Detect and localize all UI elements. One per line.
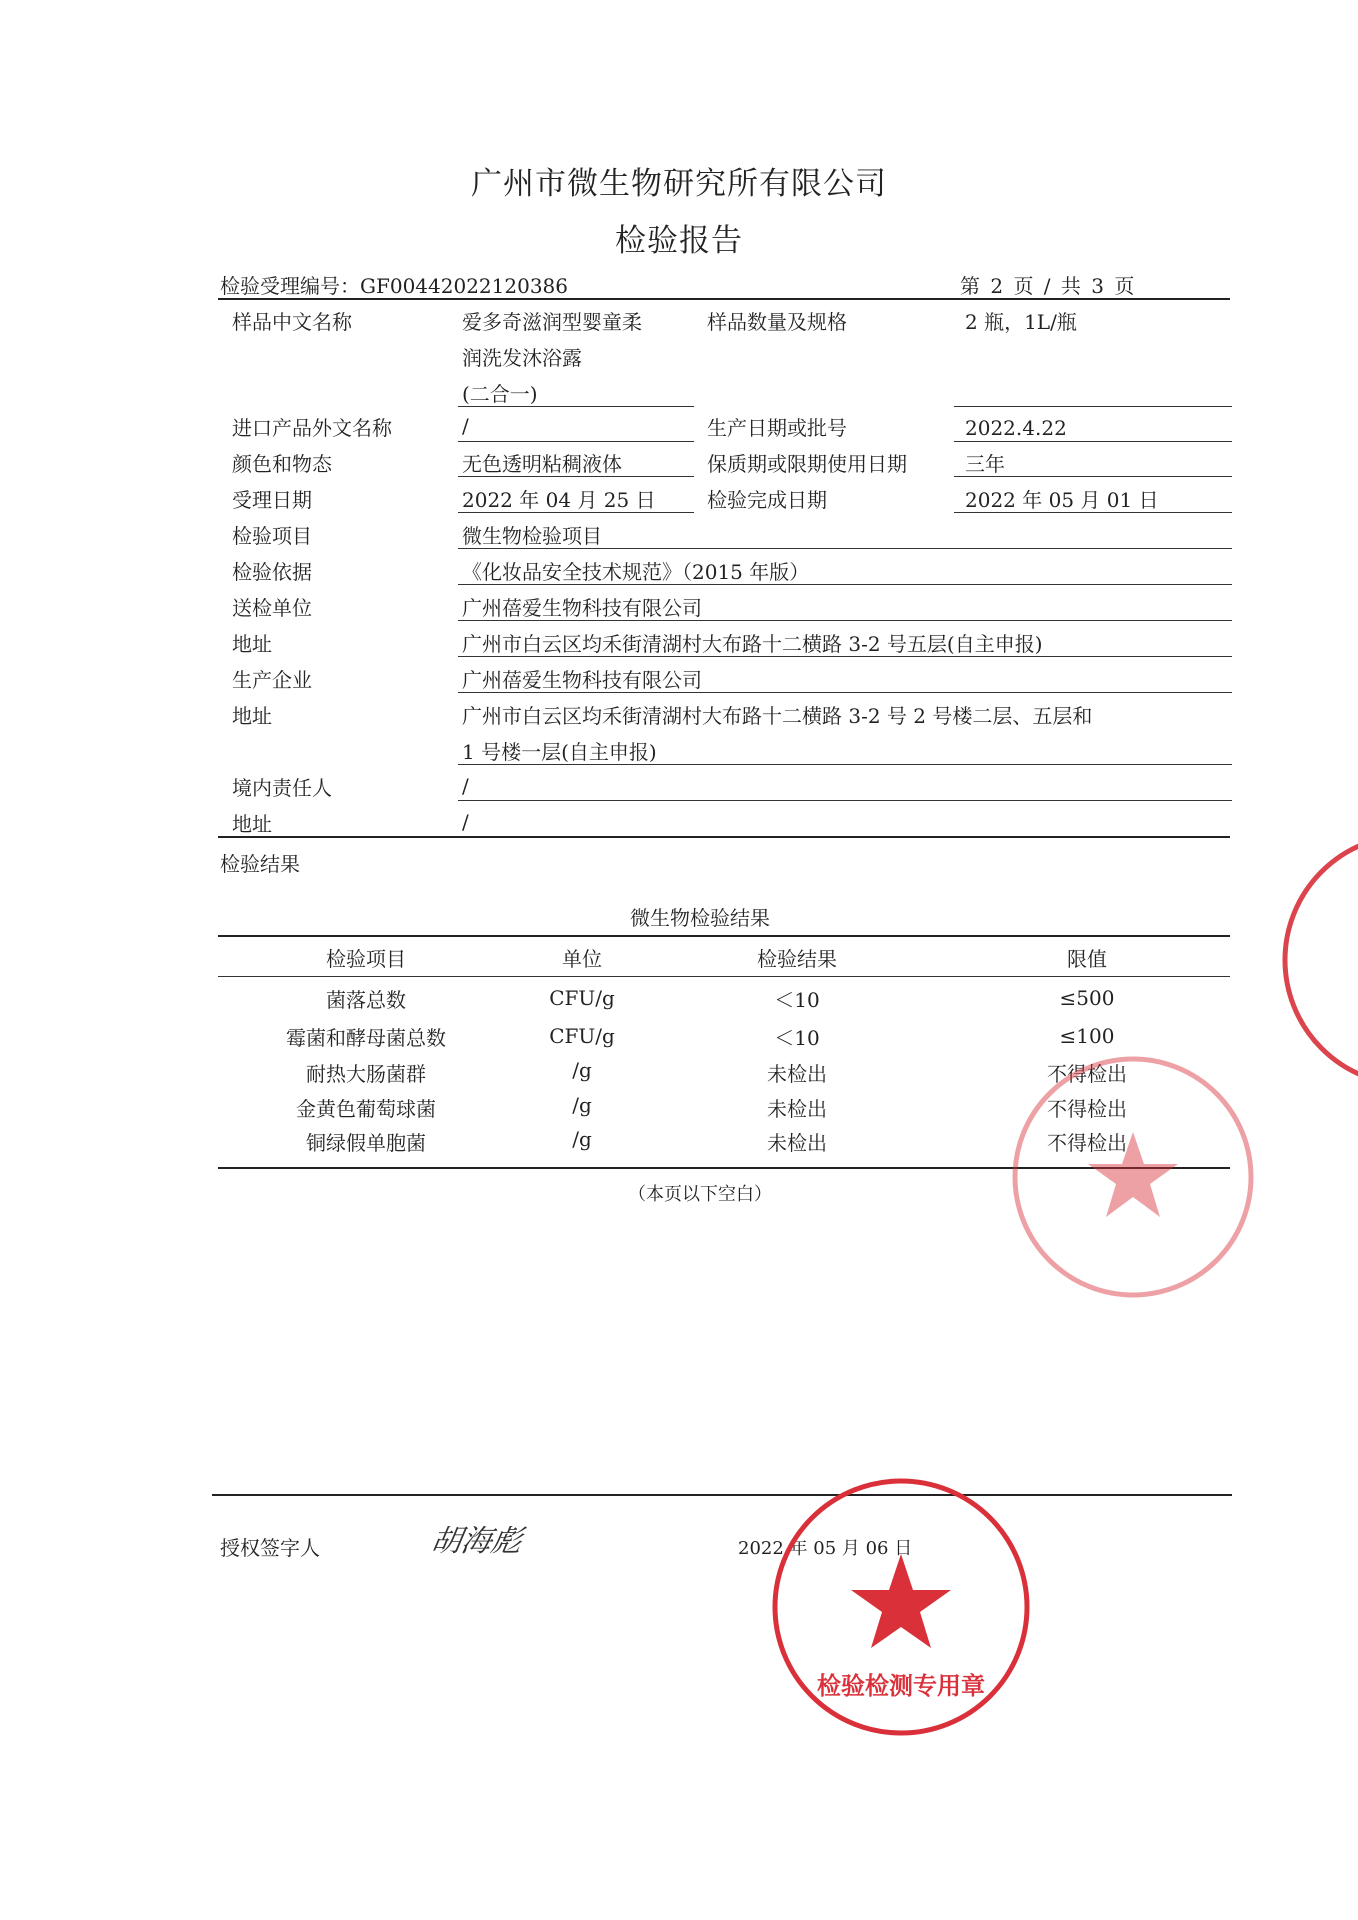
- row-item: 菌落总数: [326, 988, 406, 1012]
- prod-date-label: 生产日期或批号: [707, 416, 847, 440]
- row-item: 金黄色葡萄球菌: [296, 1097, 436, 1121]
- row-unit: /g: [572, 1093, 592, 1117]
- address2-label: 地址: [232, 704, 272, 728]
- underline: [458, 692, 1232, 693]
- row-result: ＜10: [774, 988, 820, 1012]
- underline: [458, 512, 694, 513]
- col-header-result: 检验结果: [757, 947, 837, 971]
- sample-cn-name-label: 样品中文名称: [232, 310, 352, 334]
- main-stamp: [770, 1476, 1032, 1738]
- underline: [458, 656, 1232, 657]
- import-name: /: [462, 414, 469, 438]
- col-header-limit: 限值: [1067, 947, 1107, 971]
- table-row: [0, 984, 1358, 1022]
- row-result: 未检出: [767, 1097, 827, 1121]
- report-title: 检验报告: [615, 223, 743, 259]
- accept-date: 2022 年 04 月 25 日: [462, 488, 656, 512]
- accept-no: GF00442022120386: [360, 274, 568, 298]
- row-limit: 不得检出: [1047, 1131, 1127, 1155]
- producer-label: 生产企业: [232, 668, 312, 692]
- row-unit: CFU/g: [549, 1024, 615, 1048]
- underline: [954, 406, 1232, 407]
- table-header-rule: [218, 976, 1230, 977]
- basis: 《化妆品安全技术规范》（2015 年版）: [462, 560, 810, 584]
- results-section-label: 检验结果: [220, 852, 300, 876]
- import-name-label: 进口产品外文名称: [232, 416, 392, 440]
- underline: [458, 584, 1232, 585]
- address3: /: [462, 810, 469, 834]
- col-header-unit: 单位: [562, 947, 602, 971]
- row-limit: 不得检出: [1047, 1097, 1127, 1121]
- address3-label: 地址: [232, 812, 272, 836]
- row-item: 霉菌和酵母菌总数: [286, 1026, 446, 1050]
- underline: [954, 476, 1232, 477]
- blank-note: （本页以下空白）: [628, 1184, 772, 1205]
- accept-no-label: 检验受理编号：: [220, 274, 360, 298]
- signer-label: 授权签字人: [220, 1536, 320, 1560]
- address2-line1: 广州市白云区均禾街清湖村大布路十二横路 3-2 号 2 号楼二层、五层和: [462, 704, 1093, 728]
- main-stamp-sub: 检验检测专用章: [817, 1672, 985, 1700]
- underline: [458, 800, 1232, 801]
- address2-line2: 1 号楼一层(自主申报): [462, 740, 657, 764]
- page-info: 第 2 页 / 共 3 页: [960, 274, 1137, 298]
- row-item: 耐热大肠菌群: [306, 1062, 426, 1086]
- underline: [458, 406, 694, 407]
- underline: [458, 441, 694, 442]
- results-table-title: 微生物检验结果: [630, 906, 770, 930]
- underline: [458, 548, 1232, 549]
- address1-label: 地址: [232, 632, 272, 656]
- accept-no-row: [220, 270, 568, 299]
- sender: 广州蓓爱生物科技有限公司: [462, 596, 702, 620]
- sample-cn-name-line1: 爱多奇滋润型婴童柔: [462, 310, 642, 334]
- finish-date-label: 检验完成日期: [707, 488, 827, 512]
- accept-date-label: 受理日期: [232, 488, 312, 512]
- sample-cn-name-line2: 润洗发沐浴露: [462, 346, 582, 370]
- row-limit: ≤100: [1059, 1024, 1115, 1048]
- sender-label: 送检单位: [232, 596, 312, 620]
- underline: [458, 620, 1232, 621]
- sample-qty: 2 瓶，1L/瓶: [965, 310, 1077, 334]
- row-unit: /g: [572, 1058, 592, 1082]
- footer-rule: [212, 1494, 1232, 1496]
- sample-cn-name-line3: (二合一): [462, 382, 538, 406]
- shelf: 三年: [965, 452, 1005, 476]
- info-bottom-rule: [218, 836, 1230, 838]
- table-top-rule: [218, 935, 1230, 937]
- domestic-label: 境内责任人: [232, 776, 332, 800]
- prod-date: 2022.4.22: [965, 416, 1067, 440]
- header-rule: [218, 298, 1230, 300]
- row-limit: ≤500: [1059, 986, 1115, 1010]
- underline: [954, 512, 1232, 513]
- underline: [458, 476, 694, 477]
- company-name: 广州市微生物研究所有限公司: [471, 166, 887, 202]
- client-stamp-icon: [1008, 1052, 1258, 1302]
- main-stamp-icon: [770, 1476, 1032, 1738]
- finish-date: 2022 年 05 月 01 日: [965, 488, 1159, 512]
- client-stamp: [1008, 1052, 1258, 1302]
- color: 无色透明粘稠液体: [462, 452, 622, 476]
- col-header-item: 检验项目: [326, 947, 406, 971]
- shelf-label: 保质期或限期使用日期: [707, 452, 907, 476]
- row-limit: 不得检出: [1047, 1062, 1127, 1086]
- row-result: ＜10: [774, 1026, 820, 1050]
- domestic: /: [462, 774, 469, 798]
- address1: 广州市白云区均禾街清湖村大布路十二横路 3-2 号五层(自主申报): [462, 632, 1043, 656]
- color-label: 颜色和物态: [232, 452, 332, 476]
- row-result: 未检出: [767, 1131, 827, 1155]
- edge-stamp-icon: [1270, 820, 1358, 1100]
- items: 微生物检验项目: [462, 524, 602, 548]
- underline: [954, 441, 1232, 442]
- sign-date: 2022 年 05 月 06 日: [738, 1538, 913, 1559]
- producer: 广州蓓爱生物科技有限公司: [462, 668, 702, 692]
- basis-label: 检验依据: [232, 560, 312, 584]
- row-unit: /g: [572, 1127, 592, 1151]
- row-result: 未检出: [767, 1062, 827, 1086]
- row-item: 铜绿假单胞菌: [306, 1131, 426, 1155]
- edge-stamp: [1270, 820, 1358, 1100]
- signature: 胡海彪: [428, 1524, 525, 1559]
- underline: [458, 764, 1232, 765]
- items-label: 检验项目: [232, 524, 312, 548]
- sample-qty-label: 样品数量及规格: [707, 310, 847, 334]
- row-unit: CFU/g: [549, 986, 615, 1010]
